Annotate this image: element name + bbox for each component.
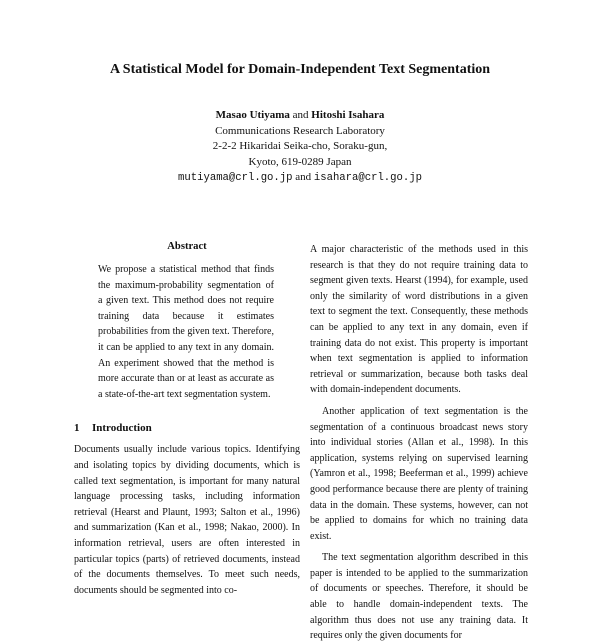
section-heading-introduction [74,420,300,436]
section-number: 1 [74,422,80,435]
right-column [310,242,528,644]
email-line [0,170,600,187]
left-column [74,240,300,598]
affiliation-line-3: Kyoto, 619-0289 Japan [248,155,352,168]
affiliation-line-2: 2-2-2 Hikaridai Seika-cho, Soraku-gun, [212,140,388,152]
author-2: Hitoshi Isahara [311,109,385,121]
section-title: Introduction [92,422,152,435]
email-1: mutiyama@crl.go.jp [178,172,293,184]
email-2: isahara@crl.go.jp [313,172,422,184]
affiliation-line-1: Communications Research Laboratory [215,124,385,137]
paper-title: A Statistical Model for Domain-Independent Text Segmentation [109,62,491,77]
abstract-heading: Abstract [167,241,207,252]
abstract-text: We propose a statistical method that finds the maximum-probability segmentation of a given text. This method does not require training data because it estimates probabilities from the given text. Therefore, it can be applied to any text in any domain. An experiment showed that the method is more accurate than or at least as accurate as a state-of-the-art text segmentation system. [98,264,274,400]
right-paragraph-1: A major characteristic of the methods used in this research is that they do not require training data to segment given texts. Hearst (1994), for example, used only the similarity of word distributions in a given text to segment the text. Consequently, these methods can be applied to any text in any domain, even if training data do not exist. This property is important when text segmentation is applied to information retrieval or summarization, because both tasks deal with domain-independent documents. [310,244,528,396]
right-paragraph-2: Another application of text segmentation is the segmentation of a continuous broadcast news story into individual stories (Allan et al., 1998). In this application, systems relying on supervised learning (Yamron et al., 1998; Beeferman et al., 1999) achieve good performance because there are plenty of training data in the domain. These systems, however, can not be applied to domains for which no training data exist. [310,405,528,542]
author-block [0,108,600,187]
right-paragraph-3: The text segmentation algorithm described in this paper is intended to be applied to the summarization of documents or speeches. Therefore, it should be able to handle domain-independent texts. The algorithm thus does not use any training data. It requires only the given documents for [310,552,528,642]
author-conjunction: and [292,109,309,121]
author-names [0,108,600,124]
author-1: Masao Utiyama [215,109,290,121]
introduction-paragraph-1: Documents usually include various topics. Identifying and isolating topics by dividing documents, which is called text segmentation, is important for many natural language processing tasks, including information retrieval (Hearst and Plaunt, 1993; Salton et al., 1996) and summarization (Kan et al., 1998; Nakao, 2000). In information retrieval, users are often interested in particular topics (parts) of retrieved documents, instead of the documents themselves. To meet such needs, documents should be segmented into co- [74,444,300,596]
email-conjunction: and [295,171,312,183]
